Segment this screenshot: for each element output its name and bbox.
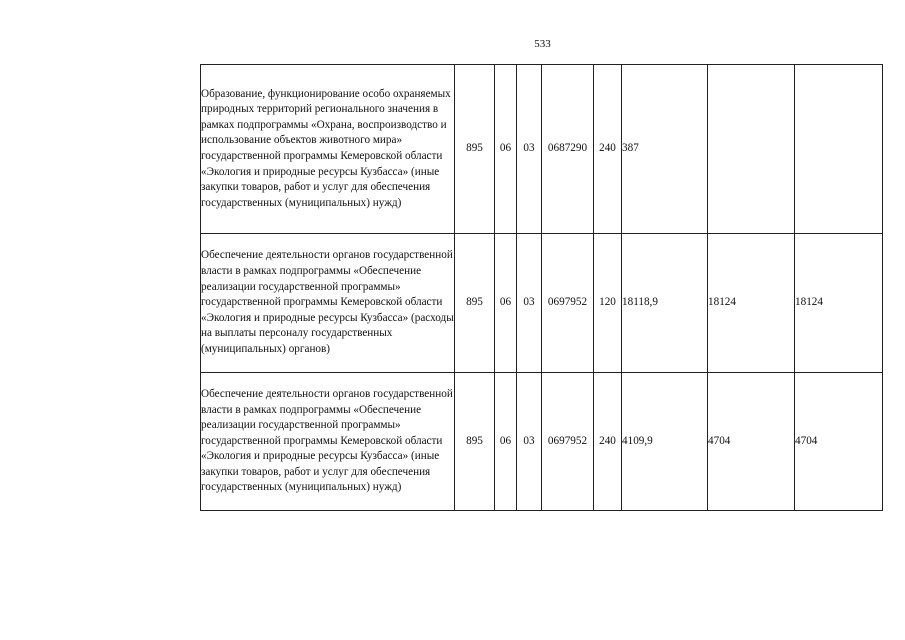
amount-year-3: 18124: [795, 234, 883, 373]
row-description: Обеспечение деятельности органов государственной власти в рамках подпрограммы «Обеспечение реализации государственной программы» государственной программы Кемеровской области «Экология и природные ресурсы Кузбасса» (иные закупки товаров, работ и услуг для обеспечения государственных (муниципальных) нужд): [201, 373, 455, 511]
amount-year-2: 18124: [708, 234, 795, 373]
subsection-code: 03: [517, 65, 542, 234]
target-article-code: 0687290: [542, 65, 594, 234]
subsection-code: 03: [517, 234, 542, 373]
budget-table: [200, 64, 883, 511]
expense-type-code: 120: [594, 234, 622, 373]
table-row: [201, 234, 883, 373]
row-description: Обеспечение деятельности органов государственной власти в рамках подпрограммы «Обеспечение реализации государственной программы» государственной программы Кемеровской области «Экология и природные ресурсы Кузбасса» (расходы на выплаты персоналу государственных (муниципальных) органов): [201, 234, 455, 373]
amount-year-3: [795, 65, 883, 234]
amount-year-1: 387: [622, 65, 708, 234]
page-number: 533: [534, 38, 551, 50]
amount-year-2: [708, 65, 795, 234]
target-article-code: 0697952: [542, 234, 594, 373]
amount-year-1: 18118,9: [622, 234, 708, 373]
section-code: 06: [495, 234, 517, 373]
section-code: 06: [495, 65, 517, 234]
ministry-code: 895: [455, 234, 495, 373]
section-code: 06: [495, 373, 517, 511]
table-row: [201, 65, 883, 234]
ministry-code: 895: [455, 373, 495, 511]
subsection-code: 03: [517, 373, 542, 511]
row-description: Образование, функционирование особо охраняемых природных территорий регионального значения в рамках подпрограммы «Охрана, воспроизводство и использование объектов животного мира» государственной программы Кемеровской области «Экология и природные ресурсы Кузбасса» (иные закупки товаров, работ и услуг для обеспечения государственных (муниципальных) нужд): [201, 65, 455, 234]
expense-type-code: 240: [594, 65, 622, 234]
amount-year-3: 4704: [795, 373, 883, 511]
table-row: [201, 373, 883, 511]
target-article-code: 0697952: [542, 373, 594, 511]
amount-year-1: 4109,9: [622, 373, 708, 511]
amount-year-2: 4704: [708, 373, 795, 511]
expense-type-code: 240: [594, 373, 622, 511]
ministry-code: 895: [455, 65, 495, 234]
